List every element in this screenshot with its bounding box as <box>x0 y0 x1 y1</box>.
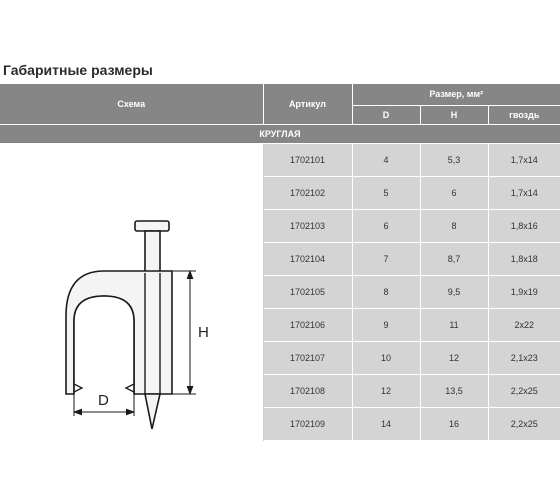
cell-h: 11 <box>420 308 488 341</box>
cell-nail: 1,9х19 <box>488 275 560 308</box>
d-arrow-right <box>126 409 134 415</box>
cell-nail: 2,2х25 <box>488 374 560 407</box>
cell-nail: 2х22 <box>488 308 560 341</box>
cell-nail: 1,7х14 <box>488 143 560 176</box>
scheme-diagram <box>0 143 263 440</box>
cell-h: 12 <box>420 341 488 374</box>
header-size-group: Размер, мм² <box>352 84 560 105</box>
cell-nail: 2,2х25 <box>488 407 560 440</box>
cell-article: 1702105 <box>263 275 352 308</box>
cell-d: 10 <box>352 341 420 374</box>
cell-article: 1702109 <box>263 407 352 440</box>
cell-article: 1702103 <box>263 209 352 242</box>
header-h: H <box>420 105 488 124</box>
cell-article: 1702108 <box>263 374 352 407</box>
section-label: КРУГЛАЯ <box>0 124 560 143</box>
cell-nail: 1,7х14 <box>488 176 560 209</box>
cell-d: 5 <box>352 176 420 209</box>
header-d: D <box>352 105 420 124</box>
cell-article: 1702102 <box>263 176 352 209</box>
cell-article: 1702104 <box>263 242 352 275</box>
h-arrow-bottom <box>187 386 193 394</box>
header-article: Артикул <box>263 84 352 124</box>
d-arrow-left <box>74 409 82 415</box>
nail-head-shape <box>135 221 169 231</box>
header-nail: гвоздь <box>488 105 560 124</box>
nail-point-shape <box>145 394 160 429</box>
cell-h: 16 <box>420 407 488 440</box>
cell-h: 13,5 <box>420 374 488 407</box>
cell-nail: 1,8х16 <box>488 209 560 242</box>
nail-shank-shape <box>145 231 160 273</box>
cell-h: 8,7 <box>420 242 488 275</box>
cell-article: 1702106 <box>263 308 352 341</box>
cell-nail: 1,8х18 <box>488 242 560 275</box>
cell-d: 12 <box>352 374 420 407</box>
cell-nail: 2,1х23 <box>488 341 560 374</box>
table-row <box>0 143 560 176</box>
cell-h: 6 <box>420 176 488 209</box>
page-title: Габаритные размеры <box>3 62 153 78</box>
dimension-d-label: D <box>98 391 109 409</box>
cell-d: 7 <box>352 242 420 275</box>
cell-d: 8 <box>352 275 420 308</box>
cell-article: 1702101 <box>263 143 352 176</box>
cell-d: 6 <box>352 209 420 242</box>
cell-h: 5,3 <box>420 143 488 176</box>
h-arrow-top <box>187 271 193 279</box>
cell-h: 8 <box>420 209 488 242</box>
cell-article: 1702107 <box>263 341 352 374</box>
cell-d: 4 <box>352 143 420 176</box>
header-scheme: Схема <box>0 84 263 124</box>
cell-h: 9,5 <box>420 275 488 308</box>
cell-d: 14 <box>352 407 420 440</box>
clip-opening-shape <box>74 296 134 394</box>
cell-d: 9 <box>352 308 420 341</box>
dimensions-table <box>0 84 560 441</box>
cable-clip-drawing <box>0 146 263 438</box>
dimension-h-label: H <box>198 323 209 341</box>
